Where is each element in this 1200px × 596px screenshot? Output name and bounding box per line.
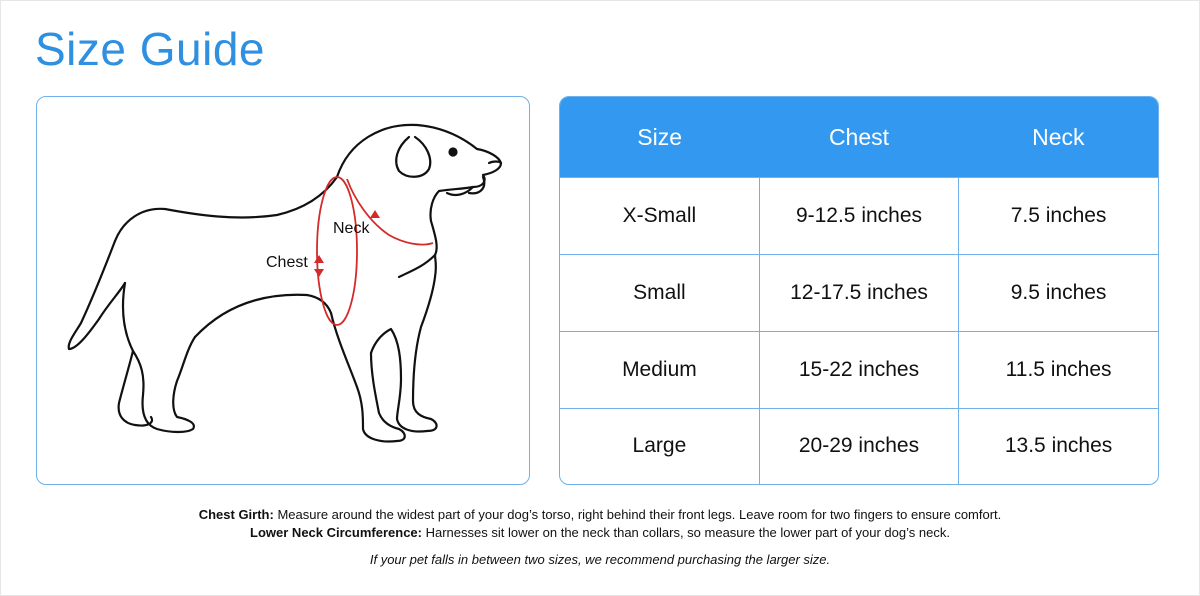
table-row: [560, 178, 1158, 255]
table-header-row: [560, 97, 1158, 178]
cell-chest: 9-12.5 inches: [759, 178, 958, 255]
measurement-notes: [0, 506, 1200, 542]
cell-chest: 12-17.5 inches: [759, 254, 958, 331]
header-neck: Neck: [959, 97, 1158, 178]
cell-size: Small: [560, 254, 759, 331]
page-title: Size Guide: [35, 23, 266, 75]
chest-note-text: Measure around the widest part of your dog’s torso, right behind their front legs. Leave room for two fingers to ensure comfort.: [277, 507, 1002, 522]
dog-illustration-panel: [36, 96, 530, 485]
cell-neck: 13.5 inches: [959, 408, 1158, 484]
sizing-tip: If your pet falls in between two sizes, we recommend purchasing the larger size.: [369, 552, 831, 567]
header-size: Size: [560, 97, 759, 178]
chest-note-title: Chest Girth:: [198, 507, 274, 522]
size-table-panel: [559, 96, 1159, 485]
table-row: [560, 331, 1158, 408]
cell-size: Large: [560, 408, 759, 484]
neck-note-title: Lower Neck Circumference:: [250, 525, 422, 540]
cell-neck: 11.5 inches: [959, 331, 1158, 408]
cell-neck: 9.5 inches: [959, 254, 1158, 331]
table-row: [560, 254, 1158, 331]
cell-size: X-Small: [560, 178, 759, 255]
cell-size: Medium: [560, 331, 759, 408]
neck-note: [0, 524, 1200, 542]
chest-label: Chest: [266, 254, 308, 271]
cell-chest: 15-22 inches: [759, 331, 958, 408]
neck-note-text: Harnesses sit lower on the neck than collars, so measure the lower part of your dog’s neck.: [425, 525, 950, 540]
chest-note: [0, 506, 1200, 524]
table-row: [560, 408, 1158, 484]
header-chest: Chest: [759, 97, 958, 178]
neck-label: Neck: [333, 220, 370, 237]
cell-chest: 20-29 inches: [759, 408, 958, 484]
size-table: [560, 97, 1158, 484]
cell-neck: 7.5 inches: [959, 178, 1158, 255]
dog-outline-icon: [37, 97, 530, 485]
